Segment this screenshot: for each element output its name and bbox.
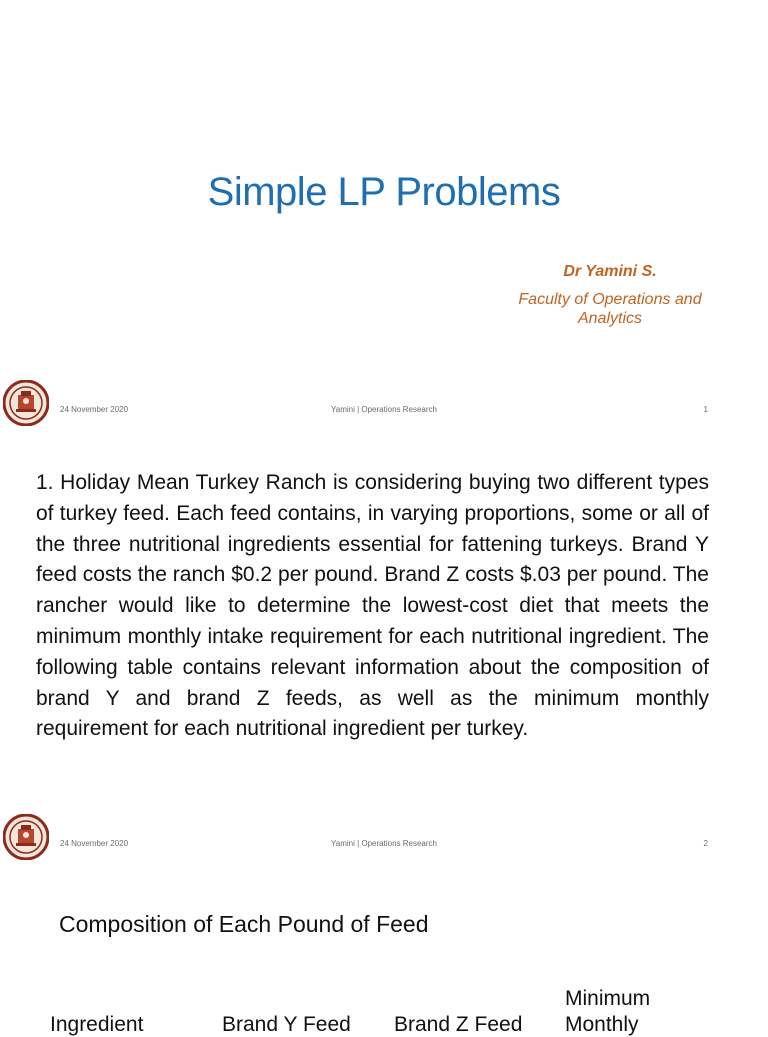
column-header-brand-z: Brand Z Feed	[394, 1013, 523, 1036]
footer-date: 24 November 2020	[60, 839, 129, 848]
column-header-monthly: Monthly	[565, 1013, 639, 1036]
footer-center-text: Yamini | Operations Research	[331, 405, 437, 414]
column-header-ingredient: Ingredient	[50, 1013, 144, 1036]
slide-1	[0, 0, 768, 434]
university-seal-icon	[3, 380, 49, 426]
footer-page-number: 2	[703, 839, 708, 848]
column-header-minimum: Minimum	[565, 987, 651, 1010]
table-header	[0, 987, 768, 1036]
footer-center-text: Yamini | Operations Research	[331, 839, 437, 848]
column-header-brand-y: Brand Y Feed	[222, 1013, 351, 1036]
slide-footer	[0, 380, 768, 440]
footer-page-number: 1	[703, 405, 708, 414]
author-block	[490, 262, 730, 328]
problem-statement: 1. Holiday Mean Turkey Ranch is considering buying two different types of turkey feed. Each feed contains, in varying proportions, some or all of the three nutritional ingredients essential for fattening turkeys. Brand Y feed costs the ranch $0.2 per pound. Brand Z costs $.03 per pound. The rancher would like to determine the lowest-cost diet that meets the minimum monthly intake requirement for each nutritional ingredient. The following table contains relevant information about the composition of brand Y and brand Z feeds, as well as the minimum monthly requirement for each nutritional ingredient per turkey.	[36, 471, 709, 741]
author-affiliation: Faculty of Operations and Analytics	[518, 291, 702, 327]
university-seal-icon	[3, 814, 49, 860]
slide-title: Simple LP Problems	[207, 170, 561, 214]
author-name: Dr Yamini S.	[563, 263, 657, 280]
footer-date: 24 November 2020	[60, 405, 129, 414]
slide-footer	[0, 814, 768, 874]
slide-2	[0, 434, 768, 867]
table-heading: Composition of Each Pound of Feed	[59, 911, 429, 937]
slide-3	[0, 867, 768, 1036]
